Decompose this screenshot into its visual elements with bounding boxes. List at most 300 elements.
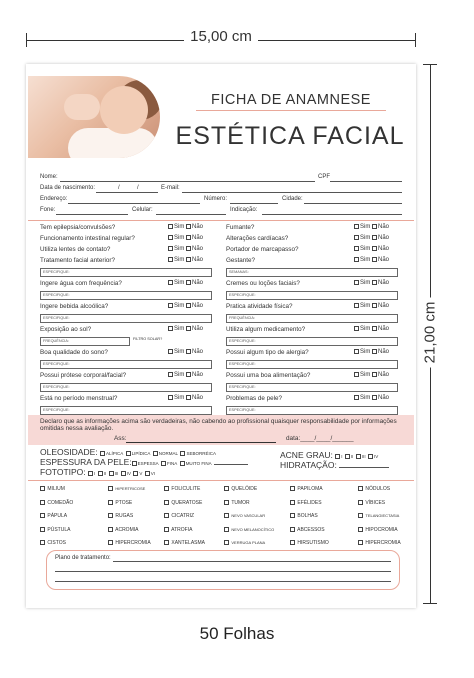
treatment-plan-label: Plano de tratamento:	[55, 555, 111, 561]
no-checkbox[interactable]	[186, 326, 191, 331]
condition-option[interactable]	[290, 486, 323, 492]
no-checkbox[interactable]	[372, 372, 377, 377]
nascimento-sep-1: /	[118, 185, 120, 191]
facial-treatment-photo	[28, 76, 160, 158]
condition-label: ACROMIA	[115, 526, 139, 533]
no-checkbox[interactable]	[372, 395, 377, 400]
left-specify-field[interactable]: ESPECIFIQUE:	[40, 383, 212, 392]
fototipo-label: FOTOTIPO:	[40, 467, 86, 477]
option-checkbox[interactable]	[356, 454, 361, 459]
yes-checkbox[interactable]	[354, 326, 359, 331]
yes-checkbox[interactable]	[168, 235, 173, 240]
email-label: E-mail:	[161, 185, 180, 191]
option-label: LIPÍDICA	[131, 451, 151, 456]
condition-checkbox[interactable]	[40, 513, 45, 518]
classification-divider	[28, 480, 414, 481]
condition-option[interactable]	[358, 513, 399, 519]
condition-checkbox[interactable]	[164, 500, 169, 505]
right-question: Possui uma boa alimentação?	[226, 372, 311, 379]
condition-checkbox[interactable]	[108, 486, 113, 491]
yes-checkbox[interactable]	[354, 246, 359, 251]
left-question: Está no período menstrual?	[40, 395, 118, 402]
left-question: Ingere água com frequência?	[40, 280, 122, 287]
condition-checkbox[interactable]	[40, 500, 45, 505]
no-checkbox[interactable]	[186, 257, 191, 262]
condition-checkbox[interactable]	[108, 540, 113, 545]
condition-checkbox[interactable]	[40, 540, 45, 545]
condition-label: CISTOS	[47, 540, 66, 546]
no-label: Não	[378, 349, 390, 355]
condition-checkbox[interactable]	[290, 540, 295, 545]
yes-label: Sim	[174, 349, 185, 355]
right-question: Portador de marcapasso?	[226, 246, 299, 253]
right-specify-field[interactable]: FREQUÊNCIA:	[226, 314, 398, 323]
yes-label: Sim	[174, 303, 185, 309]
yes-checkbox[interactable]	[354, 303, 359, 308]
right-yes-no	[354, 246, 389, 252]
yes-label: Sim	[360, 235, 371, 241]
condition-option[interactable]	[290, 513, 318, 519]
condition-checkbox[interactable]	[358, 500, 363, 505]
right-question: Gestante?	[226, 257, 256, 264]
condition-checkbox[interactable]	[108, 527, 113, 532]
treatment-line-1[interactable]	[113, 561, 391, 562]
right-yes-no	[354, 395, 389, 401]
option-checkbox[interactable]	[121, 471, 126, 476]
condition-label: RUGAS	[115, 513, 134, 519]
condition-label: HIRSUTISMO	[297, 540, 329, 546]
no-label: Não	[192, 349, 204, 355]
left-specify-field[interactable]: ESPECIFIQUE:	[40, 268, 212, 277]
condition-label: VÍBICES	[365, 499, 386, 506]
no-checkbox[interactable]	[372, 257, 377, 262]
option-label: FINA	[167, 461, 178, 466]
yes-label: Sim	[174, 246, 185, 252]
no-label: Não	[192, 224, 204, 230]
condition-label: XANTELASMA	[171, 540, 206, 546]
condition-option[interactable]	[108, 513, 133, 519]
condition-label: FOLICULITE	[171, 486, 201, 492]
condition-option[interactable]	[224, 527, 274, 533]
no-label: Não	[192, 326, 204, 332]
nascimento-label: Data de nascimento:	[40, 185, 96, 191]
no-label: Não	[378, 280, 390, 286]
right-question: Cremes ou loções faciais?	[226, 280, 300, 287]
yes-checkbox[interactable]	[168, 326, 173, 331]
option-label: I	[341, 454, 343, 459]
yes-label: Sim	[360, 372, 371, 378]
left-specify-field[interactable]: ESPECIFIQUE:	[40, 291, 212, 300]
condition-option[interactable]	[358, 540, 401, 546]
option-label: II	[350, 454, 354, 459]
condition-checkbox[interactable]	[40, 527, 45, 532]
option-checkbox[interactable]	[161, 461, 166, 466]
option-checkbox[interactable]	[98, 471, 103, 476]
yes-checkbox[interactable]	[168, 246, 173, 251]
yes-label: Sim	[174, 395, 185, 401]
condition-option[interactable]	[108, 540, 151, 546]
option-checkbox[interactable]	[335, 454, 343, 459]
signature-label: Ass:	[114, 435, 127, 442]
form-title: FICHA DE ANAMNESE	[211, 92, 371, 108]
condition-option[interactable]	[164, 527, 192, 533]
option-checkbox[interactable]	[88, 471, 96, 476]
option-label: VI	[150, 471, 155, 476]
yes-checkbox[interactable]	[168, 303, 173, 308]
sheet-count: 50 Folhas	[199, 624, 275, 643]
yes-label: Sim	[174, 372, 185, 378]
right-yes-no	[354, 280, 389, 286]
left-yes-no	[168, 246, 203, 252]
condition-checkbox[interactable]	[358, 527, 363, 532]
option-label: MUITO FINA	[185, 461, 212, 466]
option-checkbox[interactable]	[109, 471, 114, 476]
condition-option[interactable]	[224, 513, 265, 519]
nome-field[interactable]	[60, 181, 315, 182]
no-label: Não	[192, 235, 204, 241]
condition-option[interactable]	[290, 500, 322, 506]
condition-label: BOLHAS	[297, 513, 318, 519]
classification-row	[40, 467, 155, 477]
condition-label: HIPERCROMIA	[115, 540, 151, 546]
yes-label: Sim	[360, 349, 371, 355]
left-yes-no	[168, 326, 203, 332]
right-question: Utiliza algum medicamento?	[226, 326, 306, 333]
no-label: Não	[378, 303, 390, 309]
option-checkbox[interactable]	[126, 451, 131, 456]
numero-field[interactable]	[230, 203, 278, 204]
fone-field[interactable]	[56, 214, 128, 215]
left-yes-no	[168, 257, 203, 263]
right-specify-field[interactable]: ESPECIFIQUE:	[226, 360, 398, 369]
condition-label: MILIUM	[47, 486, 65, 492]
form-subtitle: ESTÉTICA FACIAL	[175, 122, 405, 150]
option-label: II	[103, 471, 107, 476]
yes-checkbox[interactable]	[354, 224, 359, 229]
condition-option[interactable]	[40, 486, 65, 492]
option-label: I	[94, 471, 96, 476]
condition-label: NÓDULOS	[365, 486, 391, 492]
no-checkbox[interactable]	[186, 395, 191, 400]
numero-label: Número:	[204, 196, 228, 202]
condition-label: QUELÓIDE	[231, 486, 258, 492]
width-label: 15,00 cm	[184, 28, 258, 45]
option-checkbox[interactable]	[100, 451, 105, 456]
right-question: Pratica atividade física?	[226, 303, 293, 310]
oleosidade-label: OLEOSIDADE:	[40, 447, 98, 457]
condition-option[interactable]	[108, 500, 132, 506]
condition-option[interactable]	[40, 527, 70, 533]
left-question: Funcionamento intestinal regular?	[40, 235, 135, 242]
no-checkbox[interactable]	[372, 224, 377, 229]
no-label: Não	[192, 280, 204, 286]
right-question: Possui algum tipo de alergia?	[226, 349, 309, 356]
condition-checkbox[interactable]	[224, 540, 229, 545]
no-label: Não	[378, 372, 390, 378]
left-yes-no	[168, 395, 203, 401]
option-checkbox[interactable]	[368, 454, 373, 459]
option-label: ALÍPICA	[106, 451, 124, 456]
title-divider	[196, 110, 386, 111]
yes-checkbox[interactable]	[354, 280, 359, 285]
yes-checkbox[interactable]	[168, 224, 173, 229]
option-label: SEBORRÉICA	[186, 451, 216, 456]
yes-label: Sim	[174, 235, 185, 241]
right-yes-no	[354, 303, 389, 309]
filtro-solar-label: FILTRO SOLAR?	[133, 337, 163, 341]
condition-checkbox[interactable]	[290, 500, 295, 505]
yes-checkbox[interactable]	[354, 349, 359, 354]
yes-checkbox[interactable]	[354, 235, 359, 240]
hidratacao-label: HIDRATAÇÃO:	[280, 460, 337, 470]
classification-row	[40, 457, 248, 467]
left-specify-field[interactable]: FREQUÊNCIA:	[40, 337, 130, 346]
option-checkbox[interactable]	[345, 454, 350, 459]
left-question: Possui prótese corporal/facial?	[40, 372, 127, 379]
declaration-text: Declaro que as informações acima são verdadeiras, não cabendo ao profissional quaisquer responsabilidade por informações omitidas nessa avaliação.	[40, 418, 397, 432]
condition-label: CICATRIZ	[171, 513, 195, 519]
left-yes-no	[168, 224, 203, 230]
date-sep-1: /	[314, 435, 317, 442]
condition-label: NEVO VASCULAR	[231, 513, 266, 518]
nascimento-sep-2: /	[137, 185, 139, 191]
condition-checkbox[interactable]	[40, 486, 45, 491]
yes-checkbox[interactable]	[168, 280, 173, 285]
yes-checkbox[interactable]	[354, 395, 359, 400]
condition-label: TELANGIECTASIA	[365, 513, 400, 518]
treatment-line-3[interactable]	[55, 581, 391, 582]
condition-checkbox[interactable]	[164, 527, 169, 532]
condition-option[interactable]	[40, 500, 73, 506]
height-label: 21,00 cm	[422, 298, 439, 368]
condition-option[interactable]	[164, 540, 205, 546]
yes-label: Sim	[360, 395, 371, 401]
left-yes-no	[168, 349, 203, 355]
condition-checkbox[interactable]	[108, 500, 113, 505]
yes-checkbox[interactable]	[354, 372, 359, 377]
yes-label: Sim	[174, 326, 185, 332]
left-question: Ingere bebida alcoólica?	[40, 303, 109, 310]
condition-checkbox[interactable]	[224, 500, 229, 505]
right-specify-field[interactable]: ESPECIFIQUE:	[226, 406, 398, 415]
left-yes-no	[168, 303, 203, 309]
no-label: Não	[192, 303, 204, 309]
no-checkbox[interactable]	[186, 372, 191, 377]
no-checkbox[interactable]	[186, 303, 191, 308]
condition-label: QUERATOSE	[171, 499, 203, 506]
condition-label: HIPERTRICOSE	[115, 486, 146, 491]
yes-checkbox[interactable]	[168, 349, 173, 354]
left-yes-no	[168, 235, 203, 241]
condition-label: VERRUGA PLANA	[231, 540, 266, 545]
condition-option[interactable]	[224, 486, 257, 492]
condition-label: ATROFIA	[171, 526, 193, 533]
section-divider	[28, 220, 414, 221]
condition-option[interactable]	[358, 527, 398, 533]
date-sep-2: /	[330, 435, 333, 442]
right-yes-no	[354, 349, 389, 355]
no-checkbox[interactable]	[186, 224, 191, 229]
condition-checkbox[interactable]	[224, 486, 229, 491]
cpf-field[interactable]	[330, 181, 402, 182]
no-checkbox[interactable]	[372, 326, 377, 331]
left-question: Utiliza lentes de contato?	[40, 246, 111, 253]
condition-label: PTOSE	[115, 499, 133, 506]
condition-option[interactable]	[224, 540, 265, 546]
condition-option[interactable]	[358, 500, 385, 506]
condition-option[interactable]	[358, 486, 390, 492]
right-specify-field[interactable]: ESPECIFIQUE:	[226, 383, 398, 392]
left-specify-field[interactable]: ESPECIFIQUE:	[40, 406, 212, 415]
option-label: III	[114, 471, 119, 476]
no-checkbox[interactable]	[372, 303, 377, 308]
yes-label: Sim	[360, 303, 371, 309]
yes-label: Sim	[360, 257, 371, 263]
option-checkbox[interactable]	[145, 471, 150, 476]
right-question: Problemas de pele?	[226, 395, 283, 402]
condition-checkbox[interactable]	[290, 486, 295, 491]
yes-label: Sim	[360, 224, 371, 230]
right-question: Fumante?	[226, 224, 255, 231]
nascimento-field[interactable]	[96, 192, 158, 193]
no-checkbox[interactable]	[186, 246, 191, 251]
condition-checkbox[interactable]	[358, 540, 363, 545]
yes-label: Sim	[360, 246, 371, 252]
date-label: data:	[286, 435, 301, 442]
option-checkbox[interactable]	[180, 461, 185, 466]
option-checkbox[interactable]	[132, 461, 137, 466]
no-checkbox[interactable]	[372, 280, 377, 285]
option-checkbox[interactable]	[180, 451, 185, 456]
yes-label: Sim	[360, 326, 371, 332]
right-question: Alterações cardíacas?	[226, 235, 289, 242]
no-label: Não	[378, 326, 390, 332]
option-label: IV	[373, 454, 379, 459]
left-specify-field[interactable]: ESPECIFIQUE:	[40, 314, 212, 323]
celular-field[interactable]	[156, 214, 226, 215]
no-label: Não	[192, 246, 204, 252]
celular-label: Celular:	[132, 207, 153, 213]
yes-checkbox[interactable]	[168, 257, 173, 262]
date-field[interactable]: data:____/____/______	[286, 435, 354, 442]
declaration-box	[28, 415, 414, 445]
no-label: Não	[378, 257, 390, 263]
option-label: IV	[126, 471, 131, 476]
condition-option[interactable]	[224, 500, 250, 506]
left-question: Tratamento facial anterior?	[40, 257, 116, 264]
classification-row	[280, 460, 389, 470]
anamnese-sheet	[26, 64, 416, 608]
condition-option[interactable]	[290, 527, 325, 533]
condition-checkbox[interactable]	[290, 527, 295, 532]
right-specify-field[interactable]: ESPECIFIQUE:	[226, 291, 398, 300]
condition-checkbox[interactable]	[164, 540, 169, 545]
left-question: Exposição ao sol?	[40, 326, 92, 333]
condition-option[interactable]	[164, 486, 200, 492]
yes-label: Sim	[174, 280, 185, 286]
left-specify-field[interactable]: ESPECIFIQUE:	[40, 360, 212, 369]
condition-option[interactable]	[40, 513, 67, 519]
option-checkbox[interactable]	[153, 451, 158, 456]
no-checkbox[interactable]	[186, 349, 191, 354]
left-yes-no	[168, 372, 203, 378]
condition-checkbox[interactable]	[108, 513, 113, 518]
option-label: III	[361, 454, 366, 459]
condition-label: ABCESSOS	[297, 526, 325, 533]
no-label: Não	[192, 395, 204, 401]
condition-option[interactable]	[40, 540, 66, 546]
option-checkbox[interactable]	[133, 471, 138, 476]
condition-checkbox[interactable]	[358, 486, 363, 491]
condition-option[interactable]	[164, 513, 194, 519]
width-dimension	[26, 30, 416, 50]
right-yes-no	[354, 235, 389, 241]
nome-label: Nome:	[40, 174, 58, 180]
no-checkbox[interactable]	[186, 235, 191, 240]
condition-label: HIPOCROMIA	[365, 526, 398, 533]
no-label: Não	[378, 246, 390, 252]
signature-field[interactable]	[126, 442, 276, 443]
condition-checkbox[interactable]	[164, 486, 169, 491]
indicacao-field[interactable]	[262, 214, 402, 215]
yes-checkbox[interactable]	[168, 395, 173, 400]
option-label: NORMAL	[158, 451, 179, 456]
endereco-field[interactable]	[68, 203, 200, 204]
condition-label: NEVO MELANOCÍTICO	[231, 526, 275, 532]
condition-label: COMEDÃO	[47, 499, 74, 506]
right-yes-no	[354, 224, 389, 230]
condition-label: PAPILOMA	[297, 486, 323, 492]
condition-checkbox[interactable]	[164, 513, 169, 518]
no-checkbox[interactable]	[186, 280, 191, 285]
condition-label: PÁPULA	[47, 513, 68, 519]
no-checkbox[interactable]	[372, 246, 377, 251]
condition-label: EFÉLIDES	[297, 499, 322, 506]
right-specify-field[interactable]: SEMANAS:	[226, 268, 398, 277]
treatment-line-2[interactable]	[55, 571, 391, 572]
right-specify-field[interactable]: ESPECIFIQUE:	[226, 337, 398, 346]
condition-option[interactable]	[290, 540, 329, 546]
email-field[interactable]	[182, 192, 402, 193]
fone-label: Fone:	[40, 207, 56, 213]
left-question: Tem epilepsia/convulsões?	[40, 224, 116, 231]
condition-checkbox[interactable]	[358, 513, 363, 518]
condition-option[interactable]	[108, 486, 145, 492]
no-checkbox[interactable]	[372, 349, 377, 354]
right-yes-no	[354, 326, 389, 332]
cidade-field[interactable]	[304, 203, 402, 204]
condition-checkbox[interactable]	[290, 513, 295, 518]
condition-label: PÚSTULA	[47, 526, 71, 533]
condition-label: HIPERCROMIA	[365, 540, 401, 546]
condition-checkbox[interactable]	[224, 513, 229, 518]
option-label: ESPESSA	[137, 461, 159, 466]
no-checkbox[interactable]	[372, 235, 377, 240]
yes-checkbox[interactable]	[168, 372, 173, 377]
condition-option[interactable]	[164, 500, 202, 506]
condition-option[interactable]	[108, 527, 138, 533]
no-label: Não	[378, 235, 390, 241]
right-yes-no	[354, 372, 389, 378]
yes-label: Sim	[174, 224, 185, 230]
no-label: Não	[378, 395, 390, 401]
yes-checkbox[interactable]	[354, 257, 359, 262]
espessura-label: ESPESSURA DA PELE:	[40, 457, 132, 467]
classification-row	[40, 447, 216, 457]
condition-label: TUMOR	[231, 499, 250, 506]
left-question: Boa qualidade do sono?	[40, 349, 108, 356]
condition-checkbox[interactable]	[224, 527, 229, 532]
